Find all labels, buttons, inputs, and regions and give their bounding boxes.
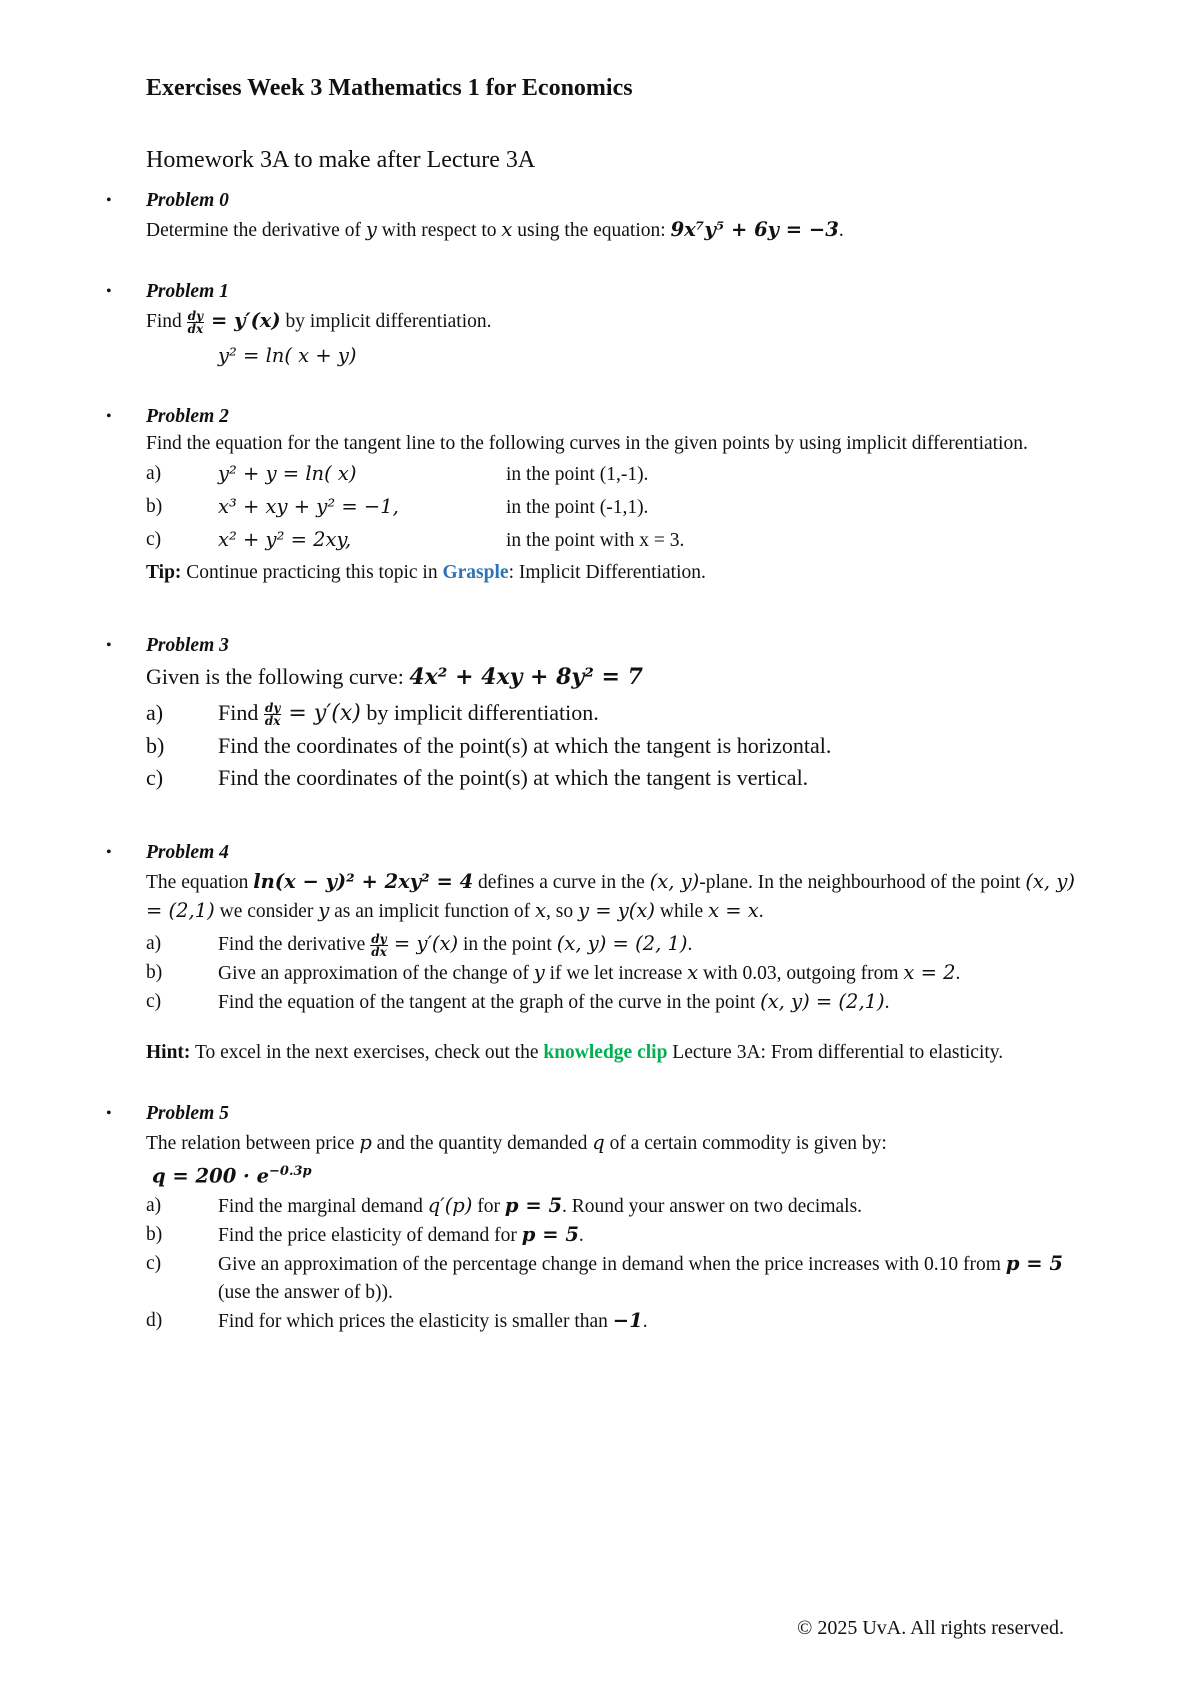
problem-2-item-c: c) x² + y² = 2xy, in the point with x = 3. — [146, 528, 685, 551]
problem-1-equation: y² = ln( x + y) — [218, 344, 357, 367]
bullet-icon: • — [106, 844, 112, 861]
problem-2-intro: Find the equation for the tangent line to the following curves in the given points by using implicit differentiation. — [146, 433, 1028, 454]
grasple-link[interactable]: Grasple — [442, 562, 509, 583]
bullet-icon: • — [106, 408, 112, 425]
problem-4-heading: Problem 4 — [146, 842, 229, 863]
bullet-icon: • — [106, 637, 112, 654]
derivative-fraction: $\frac{dy}{dx}$ — [371, 932, 387, 960]
problem-3-heading: Problem 3 — [146, 635, 229, 656]
problem-1-heading: Problem 1 — [146, 281, 229, 302]
problem-3 — [106, 631, 1076, 794]
problem-5-equation: $q = 200 \cdot e^{-0.3p}$ — [152, 1164, 312, 1188]
problem-4-item-a: a) Find the derivative $\frac{dy}{dx}$ = y′(x) in the point (x, y) = (2, 1). — [146, 932, 693, 960]
derivative-fraction: $\frac{dy}{dx}$ — [264, 701, 281, 729]
problem-5-item-b: b) Find the price elasticity of demand for p = 5. — [146, 1222, 584, 1246]
problem-2-item-b: b) x³ + xy + y² = −1, in the point (-1,1). — [146, 495, 649, 518]
problem-4 — [106, 838, 1076, 1017]
hint-paragraph: Hint: To excel in the next exercises, check out the knowledge clip Lecture 3A: From differential to elasticity. — [146, 1042, 1004, 1063]
problem-2 — [106, 402, 1076, 587]
problem-4-item-b: b) Give an approximation of the change of y if we let increase x with 0.03, outgoing from x = 2. — [146, 961, 961, 984]
document-page — [106, 72, 1076, 1336]
problem-0-equation: 9x⁷y⁵ + 6y = −3 — [670, 218, 839, 241]
bullet-icon: • — [106, 1105, 112, 1122]
problem-3-item-a: a) Find $\frac{dy}{dx}$ = y′(x) by implicit differentiation. — [146, 700, 599, 729]
problem-5-item-a: a) Find the marginal demand q′(p) for p = 5. Round your answer on two decimals. — [146, 1193, 863, 1217]
problem-5-heading: Problem 5 — [146, 1103, 229, 1124]
problem-5-intro: The relation between price p and the quantity demanded q of a certain commodity is given by: — [146, 1131, 887, 1154]
bullet-icon: • — [106, 283, 112, 300]
document-title: Exercises Week 3 Mathematics 1 for Economics — [146, 75, 633, 101]
problem-5-item-c: c) Give an approximation of the percentage change in demand when the price increases with 0.10 from p = 5 (use the answer of b)). — [146, 1251, 1063, 1303]
copyright-footer: © 2025 UvA. All rights reserved. — [797, 1617, 1064, 1639]
problem-0-text: Determine the derivative of y with respect to x using the equation: 9x⁷y⁵ + 6y = −3. — [146, 218, 844, 241]
problem-5 — [106, 1099, 1076, 1336]
problem-3-intro: Given is the following curve: 4x² + 4xy + 8y² = 7 — [146, 664, 643, 690]
problem-4-intro: The equation ln(x − y)² + 2xy² = 4 defines a curve in the (x, y)-plane. In the neighbourhood of the point (x, y) = (2,1) we consider y as an implicit function of x, so y = y(x) while x = x. — [146, 870, 1075, 922]
problem-3-item-b: b) Find the coordinates of the point(s) at which the tangent is horizontal. — [146, 733, 832, 758]
homework-subtitle: Homework 3A to make after Lecture 3A — [146, 147, 536, 173]
problem-3-item-c: c) Find the coordinates of the point(s) at which the tangent is vertical. — [146, 765, 809, 790]
problem-1 — [106, 277, 1076, 370]
problem-3-equation: 4x² + 4xy + 8y² = 7 — [409, 664, 643, 690]
derivative-fraction: $\frac{dy}{dx}$ — [187, 309, 204, 337]
problem-2-heading: Problem 2 — [146, 406, 229, 427]
problem-2-tip: Tip: Continue practicing this topic in Grasple: Implicit Differentiation. — [146, 562, 706, 583]
problem-0-heading: Problem 0 — [146, 190, 229, 211]
knowledge-clip-link[interactable]: knowledge clip — [543, 1042, 668, 1063]
bullet-icon: • — [106, 192, 112, 209]
problem-1-text: Find $\frac{dy}{dx}$ = y′(x) by implicit differentiation. — [146, 309, 492, 337]
problem-4-item-c: c) Find the equation of the tangent at the graph of the curve in the point (x, y) = (2,1). — [146, 990, 890, 1013]
problem-2-item-a: a) y² + y = ln( x) in the point (1,-1). — [146, 462, 649, 485]
problem-0 — [106, 186, 1076, 245]
problem-5-item-d: d) Find for which prices the elasticity is smaller than −1. — [146, 1308, 648, 1332]
